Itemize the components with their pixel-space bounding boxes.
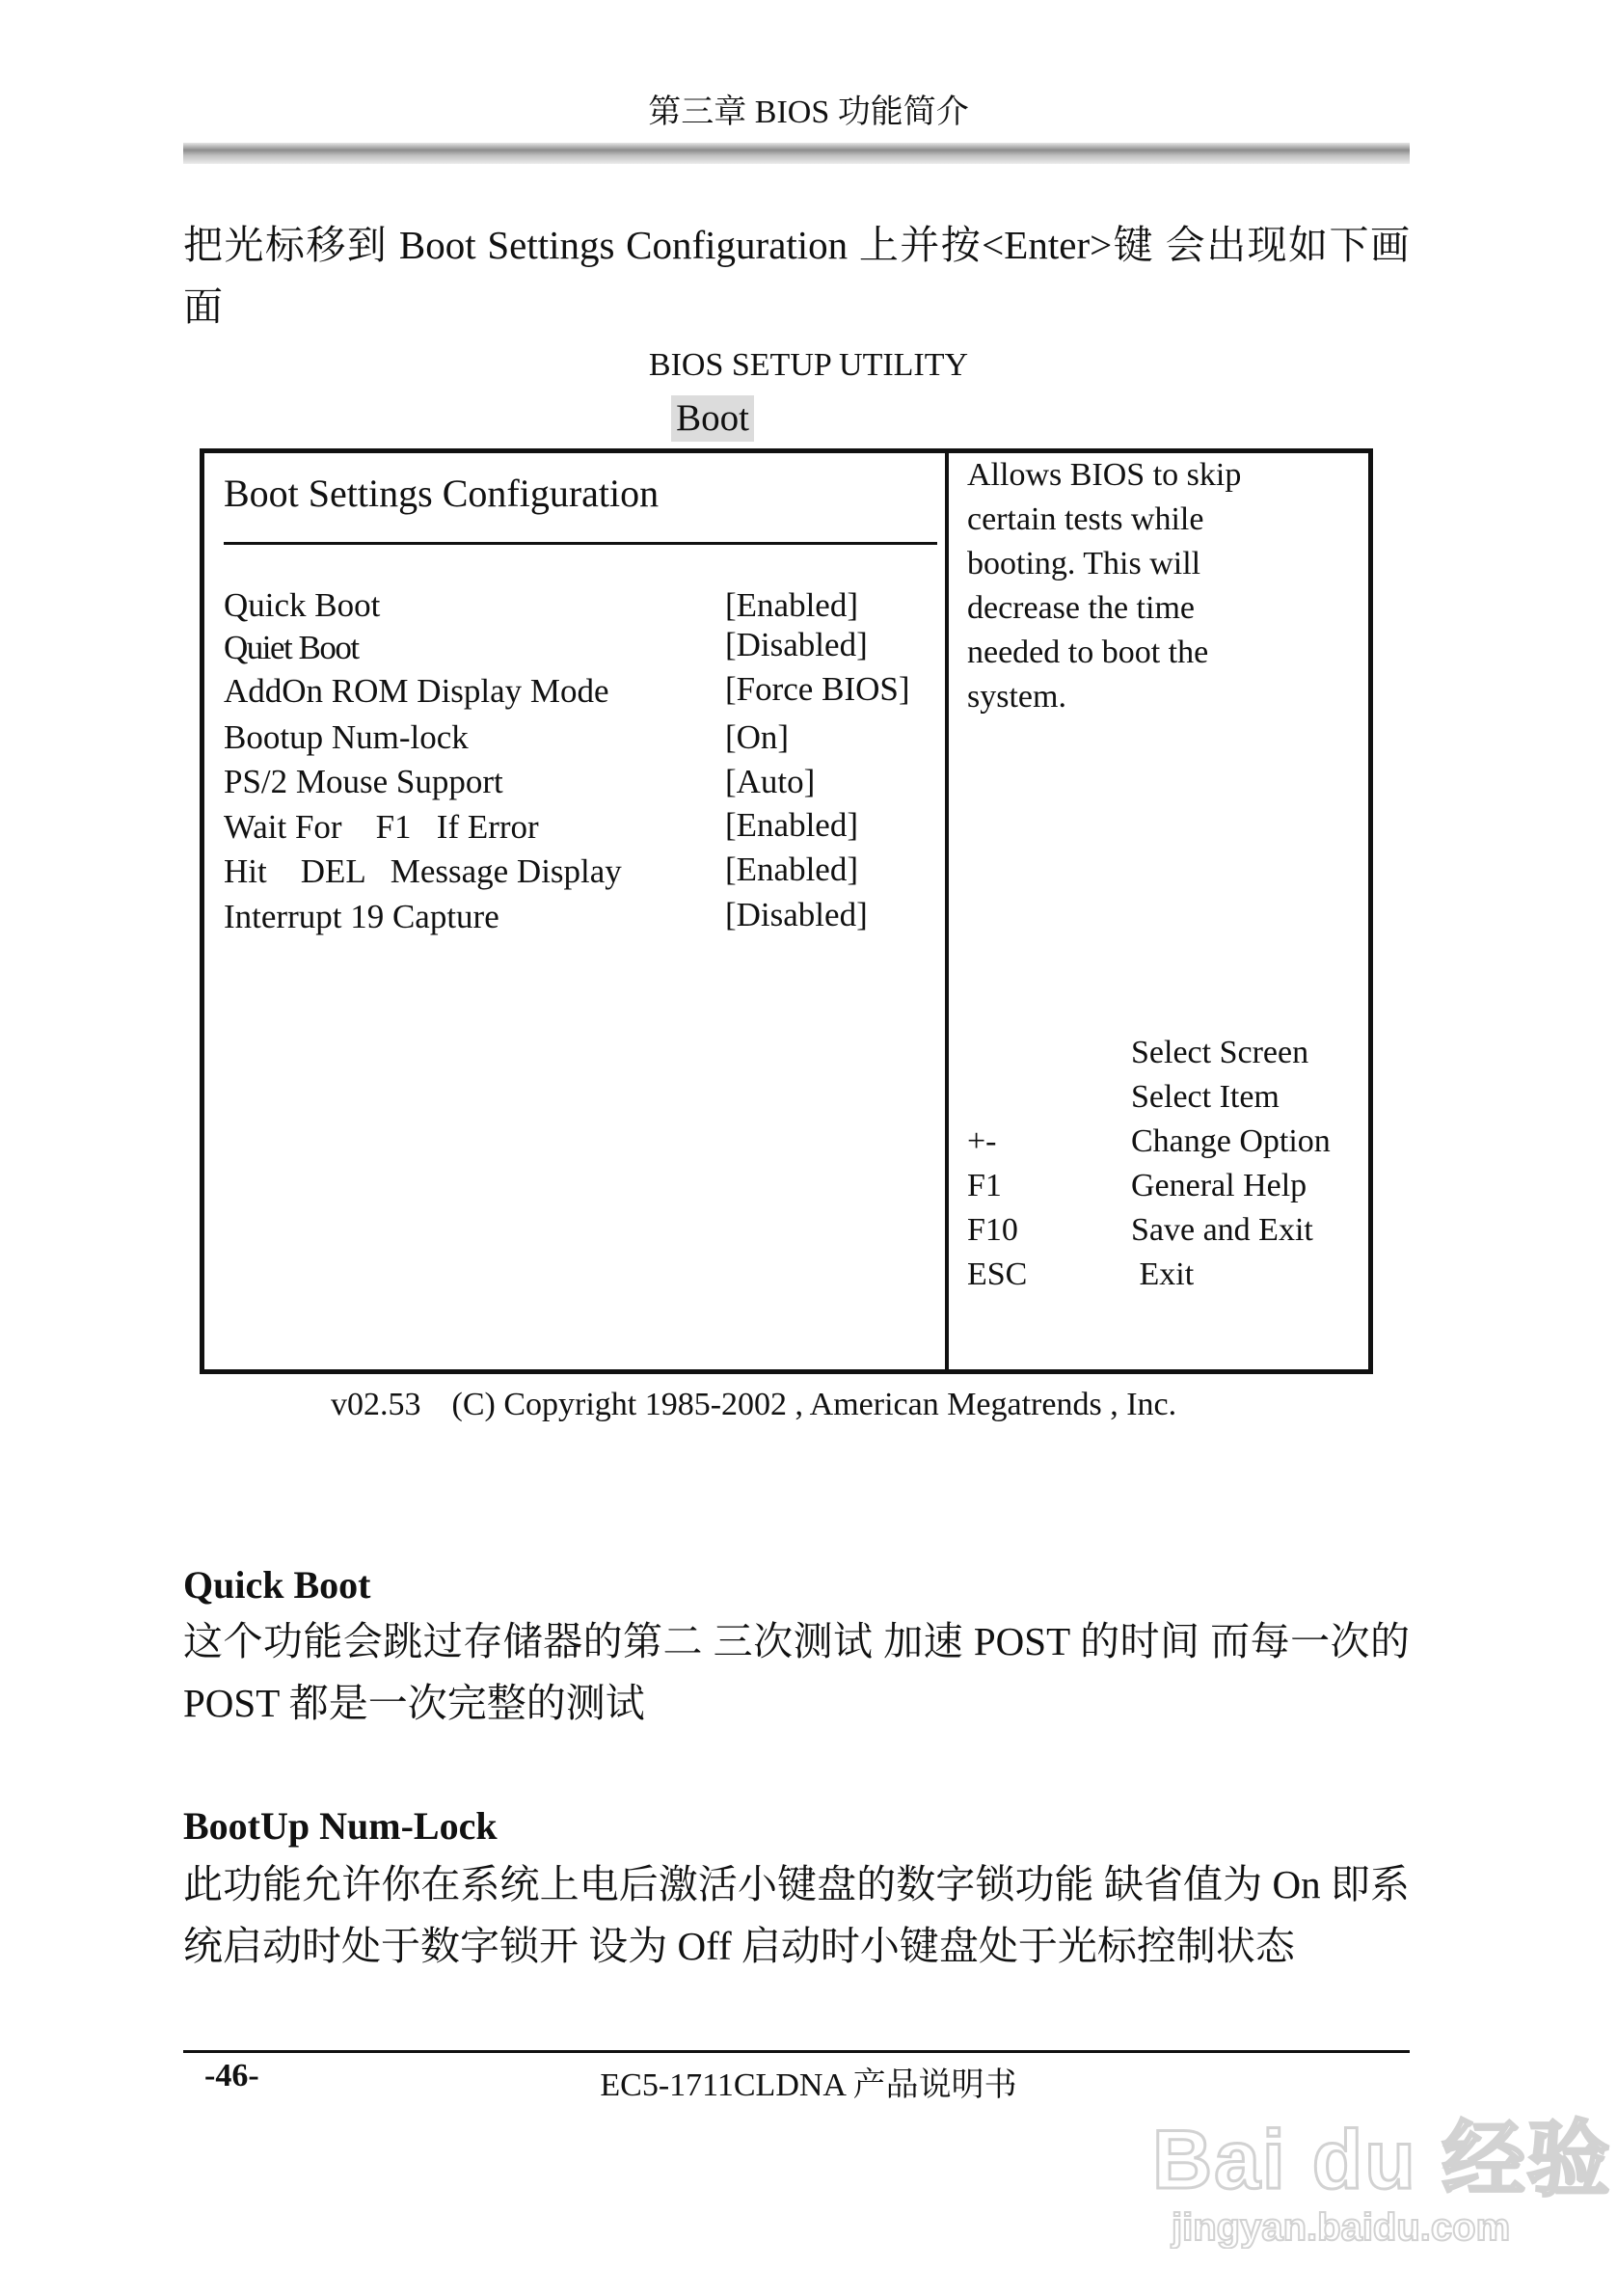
option-label-addon-rom-display[interactable]: AddOn ROM Display Mode — [224, 672, 609, 710]
option-label-bootup-numlock[interactable]: Bootup Num-lock — [224, 718, 469, 756]
key-esc: ESC — [967, 1256, 1028, 1292]
option-value-quick-boot[interactable]: [Enabled] — [725, 586, 858, 624]
key-desc-select-item: Select Item — [1131, 1079, 1280, 1115]
section-rule — [224, 542, 937, 545]
section-body-quick-boot: 这个功能会跳过存储器的第二 三次测试 加速 POST 的时间 而每一次的 POST 都是一次完整的测试 — [183, 1619, 1410, 1725]
option-label-interrupt19[interactable]: Interrupt 19 Capture — [224, 898, 499, 935]
bios-panel-divider — [945, 448, 949, 1374]
section-heading-bootup-numlock: BootUp Num-Lock — [183, 1804, 498, 1848]
key-desc-change-option: Change Option — [1131, 1123, 1331, 1159]
key-desc-general-help: General Help — [1131, 1168, 1307, 1203]
watermark-url: jingyan.baidu.com — [1172, 2206, 1511, 2249]
bios-utility-title: BIOS SETUP UTILITY — [648, 347, 969, 383]
intro-paragraph: 把光标移到 Boot Settings Configuration 上并按<Enter>键 会出现如下画面 — [183, 223, 1410, 329]
section-body-bootup-numlock: 此功能允许你在系统上电后激活小键盘的数字锁功能 缺省值为 On 即系统启动时处于数字锁开 设为 Off 启动时小键盘处于光标控制状态 — [183, 1862, 1410, 1968]
baidu-watermark — [1152, 2064, 1612, 2256]
key-desc-select-screen: Select Screen — [1131, 1035, 1309, 1070]
option-value-hit-del[interactable]: [Enabled] — [725, 851, 858, 888]
option-label-quick-boot[interactable]: Quick Boot — [224, 586, 381, 624]
bios-version: v02.53 — [331, 1387, 421, 1422]
key-desc-save-exit: Save and Exit — [1131, 1212, 1313, 1248]
option-value-bootup-numlock[interactable]: [On] — [725, 718, 790, 756]
copyright-line — [331, 1387, 1176, 1423]
key-f1: F1 — [967, 1168, 1002, 1203]
option-label-quiet-boot[interactable]: Quiet Boot — [224, 629, 359, 666]
option-label-ps2-mouse[interactable]: PS/2 Mouse Support — [224, 763, 503, 800]
copyright-text: (C) Copyright 1985-2002 , American Megatrends , Inc. — [451, 1387, 1177, 1422]
option-value-addon-rom-display[interactable]: [Force BIOS] — [725, 670, 910, 708]
tab-boot[interactable]: Boot — [671, 395, 754, 442]
section-title: Boot Settings Configuration — [224, 472, 660, 515]
header-rule — [183, 143, 1410, 164]
page-number: -46- — [204, 2058, 259, 2093]
option-value-wait-f1[interactable]: [Enabled] — [725, 806, 858, 844]
option-value-quiet-boot[interactable]: [Disabled] — [725, 626, 868, 663]
footer-doc-title: EC5-1711CLDNA 产品说明书 — [600, 2067, 1017, 2103]
page-header: 第三章 BIOS 功能简介 — [648, 95, 969, 130]
option-label-hit-del[interactable]: Hit DEL Message Display — [224, 852, 622, 890]
option-value-interrupt19[interactable]: [Disabled] — [725, 896, 868, 933]
watermark-logo: Bai du 经验 — [1152, 2114, 1612, 2206]
key-desc-exit: Exit — [1131, 1256, 1195, 1292]
key-f10: F10 — [967, 1212, 1018, 1248]
key-plus-minus: +- — [967, 1123, 997, 1159]
section-heading-quick-boot: Quick Boot — [183, 1563, 371, 1607]
footer-rule — [183, 2050, 1410, 2053]
help-text: Allows BIOS to skip certain tests while booting. This will decrease the time needed to boot the system. — [967, 457, 1242, 715]
option-label-wait-f1[interactable]: Wait For F1 If Error — [224, 808, 539, 846]
option-value-ps2-mouse[interactable]: [Auto] — [725, 763, 816, 800]
